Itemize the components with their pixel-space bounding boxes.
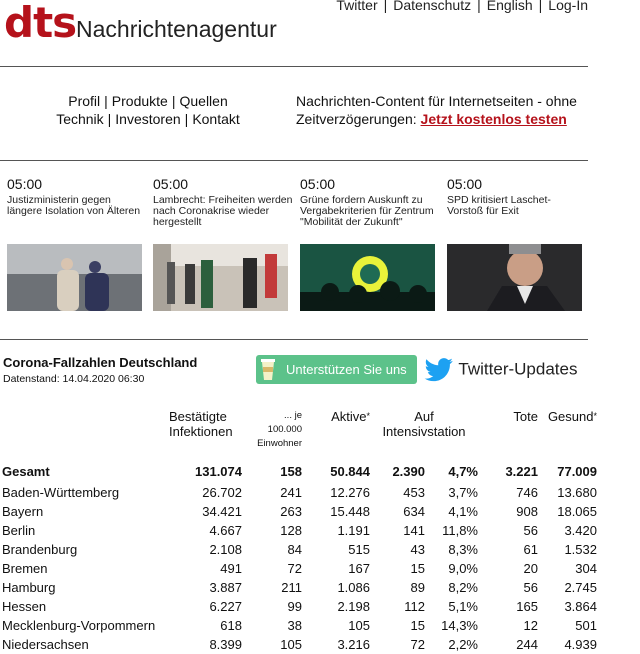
confirmed-cell: 6.227 xyxy=(209,599,242,614)
header-text: Gesund xyxy=(547,409,594,424)
icu-percent-cell: 8,3% xyxy=(448,542,478,557)
free-trial-link[interactable]: Jetzt kostenlos testen xyxy=(420,111,567,127)
table-row xyxy=(2,521,597,540)
divider xyxy=(0,160,588,161)
icu-percent-cell: 5,1% xyxy=(448,599,478,614)
per100k-cell: 158 xyxy=(280,463,302,479)
deaths-cell: 56 xyxy=(523,580,538,595)
region-name[interactable]: Berlin xyxy=(2,523,36,538)
deaths-cell: 20 xyxy=(523,561,538,576)
confirmed-cell: 3.887 xyxy=(209,580,242,595)
recovered-cell: 3.420 xyxy=(564,523,597,538)
table-row xyxy=(2,559,597,578)
header-text: Tote xyxy=(513,409,538,424)
icu-percent-cell: 8,2% xyxy=(448,580,478,595)
table-row xyxy=(2,483,597,502)
active-cell: 2.198 xyxy=(337,599,370,614)
recovered-cell: 2.745 xyxy=(564,580,597,595)
news-title[interactable]: SPD kritisiert Laschet-Vorstoß für Exit xyxy=(447,194,551,217)
promo-text xyxy=(296,92,596,128)
top-navigation: Twitter | Datenschutz | English | Log-In xyxy=(336,0,588,13)
region-name[interactable]: Baden-Württemberg xyxy=(2,485,120,500)
confirmed-cell: 26.702 xyxy=(202,485,242,500)
icu-percent-cell: 9,0% xyxy=(448,561,478,576)
region-name[interactable]: Niedersachsen xyxy=(2,637,89,652)
recovered-cell: 18.065 xyxy=(557,504,597,519)
datenschutz-link[interactable]: Datenschutz xyxy=(393,0,472,13)
header-text: Intensivstation xyxy=(382,424,466,439)
support-label: Unterstützen Sie uns xyxy=(286,362,407,377)
dts-logo[interactable]: dts xyxy=(4,0,77,47)
header-text: Bestätigte xyxy=(169,409,227,424)
confirmed-cell: 34.421 xyxy=(202,504,242,519)
per100k-cell: 72 xyxy=(287,561,302,576)
column-header-active xyxy=(302,409,370,459)
corona-cases-table xyxy=(2,409,597,654)
table-row xyxy=(2,502,597,521)
green-party-sunflower-photo[interactable] xyxy=(300,244,435,311)
table-row xyxy=(2,635,597,654)
confirmed-cell: 2.108 xyxy=(209,542,242,557)
icu-cell: 15 xyxy=(410,561,425,576)
table-row-total xyxy=(2,459,597,483)
confirmed-cell: 618 xyxy=(220,618,242,633)
news-title[interactable]: Justizministerin gegen längere Isolation von Älteren xyxy=(7,194,141,217)
deaths-cell: 746 xyxy=(516,485,538,500)
region-name[interactable]: Bayern xyxy=(2,504,44,519)
twitter-bird-icon xyxy=(424,358,454,382)
deaths-cell: 61 xyxy=(523,542,538,557)
header-text: 100.000 xyxy=(267,424,302,435)
data-date: Datenstand: 14.04.2020 06:30 xyxy=(3,373,145,385)
per100k-cell: 263 xyxy=(280,504,302,519)
politician-portrait-photo[interactable] xyxy=(447,244,582,311)
news-teaser[interactable] xyxy=(447,176,587,217)
menu-investoren[interactable]: Investoren xyxy=(115,111,181,127)
region-name[interactable]: Bremen xyxy=(2,561,48,576)
recovered-cell: 501 xyxy=(575,618,597,633)
confirmed-cell: 491 xyxy=(220,561,242,576)
deaths-cell: 165 xyxy=(516,599,538,614)
icu-cell: 72 xyxy=(410,637,425,652)
main-menu: Profil | Produkte | Quellen Technik | Investoren | Kontakt xyxy=(56,93,240,127)
news-teaser[interactable] xyxy=(153,176,293,228)
corona-title: Corona-Fallzahlen Deutschland xyxy=(3,355,198,370)
english-link[interactable]: English xyxy=(486,0,533,13)
column-header-confirmed xyxy=(165,409,242,459)
recovered-cell: 304 xyxy=(575,561,597,576)
menu-produkte[interactable]: Produkte xyxy=(111,93,168,109)
news-teaser[interactable] xyxy=(7,176,147,217)
recovered-cell: 13.680 xyxy=(557,485,597,500)
coffee-cup-icon xyxy=(261,359,275,380)
deaths-cell: 3.221 xyxy=(505,463,538,479)
news-time: 05:00 xyxy=(447,176,483,192)
region-name: Gesamt xyxy=(2,463,50,479)
pedestrians-photo[interactable] xyxy=(153,244,288,311)
recovered-cell: 1.532 xyxy=(564,542,597,557)
icu-percent-cell: 11,8% xyxy=(442,523,478,538)
column-header-deaths xyxy=(478,409,538,459)
confirmed-cell: 8.399 xyxy=(209,637,242,652)
column-header-icu xyxy=(370,409,478,459)
news-title[interactable]: Grüne fordern Auskunft zu Vergabekriterien für Zentrum "Mobilität der Zukunft" xyxy=(300,194,434,228)
icu-cell: 453 xyxy=(403,485,425,500)
table-row xyxy=(2,597,597,616)
header-text: Aktive xyxy=(331,409,367,424)
icu-cell: 112 xyxy=(404,599,425,614)
divider xyxy=(0,66,588,67)
agency-name: Nachrichtenagentur xyxy=(76,16,277,42)
footnote-asterisk: * xyxy=(593,411,597,421)
active-cell: 1.086 xyxy=(337,580,370,595)
promo-prefix: Zeitverzögerungen: xyxy=(296,111,417,127)
news-time: 05:00 xyxy=(300,176,336,192)
per100k-cell: 105 xyxy=(280,637,302,652)
active-cell: 15.448 xyxy=(330,504,370,519)
twitter-link[interactable]: Twitter xyxy=(336,0,378,13)
twitter-updates-label: Twitter-Updates xyxy=(458,359,578,379)
recovered-cell: 77.009 xyxy=(557,463,597,479)
icu-percent-cell: 4,7% xyxy=(448,463,478,479)
region-name[interactable]: Brandenburg xyxy=(2,542,78,557)
promo-line: Nachrichten-Content für Internetseiten - ohne xyxy=(296,93,577,109)
region-name[interactable]: Mecklenburg-Vorpommern xyxy=(2,618,156,633)
region-name[interactable]: Hamburg xyxy=(2,580,56,595)
confirmed-cell: 4.667 xyxy=(209,523,242,538)
login-link[interactable]: Log-In xyxy=(548,0,588,13)
header-text: Einwohner xyxy=(257,438,302,449)
icu-cell: 634 xyxy=(403,504,425,519)
active-cell: 105 xyxy=(348,618,370,633)
active-cell: 1.191 xyxy=(337,523,370,538)
column-header-region xyxy=(2,409,165,459)
menu-technik[interactable]: Technik xyxy=(56,111,104,127)
header-text: ... je xyxy=(284,410,302,421)
news-time: 05:00 xyxy=(153,176,189,192)
icu-cell: 89 xyxy=(410,580,425,595)
column-header-recovered xyxy=(538,409,597,459)
column-header-per-100k xyxy=(242,409,302,459)
region-name[interactable]: Hessen xyxy=(2,599,47,614)
icu-cell: 15 xyxy=(410,618,425,633)
active-cell: 515 xyxy=(348,542,370,557)
active-cell: 3.216 xyxy=(337,637,370,652)
confirmed-cell: 131.074 xyxy=(195,463,242,479)
active-cell: 12.276 xyxy=(330,485,370,500)
per100k-cell: 211 xyxy=(281,580,302,595)
recovered-cell: 4.939 xyxy=(564,637,597,652)
per100k-cell: 38 xyxy=(287,618,302,633)
table-header-row xyxy=(2,409,597,459)
header-text: Infektionen xyxy=(169,424,233,439)
table-row xyxy=(2,616,597,635)
menu-profil[interactable]: Profil xyxy=(68,93,101,109)
table-row xyxy=(2,578,597,597)
per100k-cell: 241 xyxy=(280,485,302,500)
icu-percent-cell: 2,2% xyxy=(448,637,478,652)
icu-percent-cell: 4,1% xyxy=(448,504,478,519)
deaths-cell: 908 xyxy=(516,504,538,519)
news-teaser[interactable] xyxy=(300,176,440,228)
news-title[interactable]: Lambrecht: Freiheiten werden nach Coronakrise wieder hergestellt xyxy=(153,194,293,228)
header-text: Auf xyxy=(414,409,434,424)
support-button[interactable] xyxy=(256,355,417,384)
elderly-couple-photo[interactable] xyxy=(7,244,142,311)
twitter-updates-link[interactable] xyxy=(424,358,577,382)
divider xyxy=(0,339,588,340)
deaths-cell: 244 xyxy=(516,637,538,652)
icu-percent-cell: 14,3% xyxy=(441,618,478,633)
menu-kontakt[interactable]: Kontakt xyxy=(192,111,240,127)
icu-cell: 43 xyxy=(410,542,425,557)
active-cell: 167 xyxy=(348,561,370,576)
icu-cell: 141 xyxy=(403,523,425,538)
per100k-cell: 128 xyxy=(280,523,302,538)
menu-quellen[interactable]: Quellen xyxy=(179,93,228,109)
active-cell: 50.844 xyxy=(330,463,370,479)
news-time: 05:00 xyxy=(7,176,43,192)
icu-cell: 2.390 xyxy=(392,463,425,479)
recovered-cell: 3.864 xyxy=(564,599,597,614)
icu-percent-cell: 3,7% xyxy=(448,485,478,500)
deaths-cell: 12 xyxy=(523,618,538,633)
per100k-cell: 99 xyxy=(287,599,302,614)
footnote-asterisk: * xyxy=(366,411,370,421)
per100k-cell: 84 xyxy=(287,542,302,557)
deaths-cell: 56 xyxy=(523,523,538,538)
table-row xyxy=(2,540,597,559)
